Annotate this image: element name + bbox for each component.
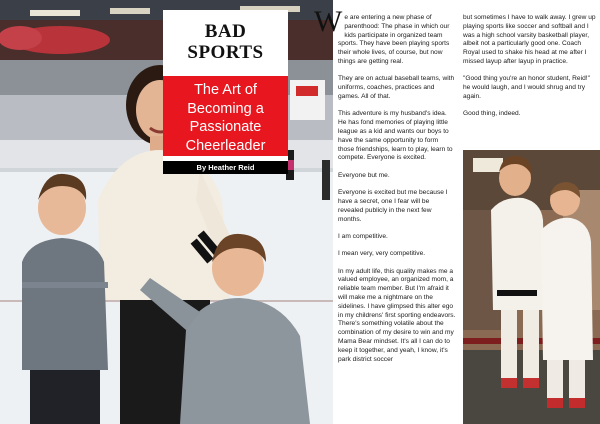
article-paragraph: Good thing, indeed.: [463, 110, 521, 118]
article-paragraph: In my adult life, this quality makes me a valued employee, an organized mom, a reliable team member. But I'm afraid it will make me a nightmare on the sidelines. I have glimpsed this alter ego in my childrens' first sporting endeavors. There's something volatile about the combination of my desire to win and my Mama Bear mindset. It's all I can do to keep it together, and yeah, I know, it's park district soccer: [338, 267, 456, 363]
taekwondo-photo-illustration: [463, 150, 600, 424]
subtitle-line-3: Passionate: [189, 119, 262, 135]
article-paragraph: Everyone but me.: [338, 171, 390, 179]
article-paragraph: I mean very, very competitive.: [338, 250, 426, 258]
article-paragraph: Everyone is excited but me because I have a secret, one I fear will be revealed publicly in the next few months.: [338, 189, 448, 223]
article-column-2: [463, 14, 598, 128]
subtitle-line-2: Becoming a: [187, 100, 264, 117]
title-heading: [163, 10, 288, 73]
taekwondo-boys-photo: [463, 150, 600, 424]
article-column-1: [314, 5, 456, 373]
article-paragraph: This adventure is my husband's idea. He has fond memories of playing little league as a kid and wants our boys to have the same opportunity to form those friendships, learn to play, learn to compete. Everyone is excited.: [338, 110, 453, 162]
subtitle-block: [163, 76, 288, 156]
title-line-1: BAD: [204, 21, 247, 42]
article-paragraph: [314, 5, 456, 67]
paragraph-text: e are entering a new phase of parenthood: The phase in which our kids participate in organized team sports. They have been playing sports their whole lives, of course, but now things are getting real.: [338, 14, 450, 65]
drop-cap: W: [314, 5, 343, 38]
article-paragraph: They are on actual baseball teams, with uniforms, coaches, practices and games. All of that.: [338, 75, 455, 100]
article-paragraph: but sometimes I have to walk away. I grew up playing sports like soccer and softball and I was a high school varsity basketball player, albeit not a particularly good one. Coach Royal used to shake his head at me after I missed layup after layup in practice.: [463, 14, 596, 65]
article-paragraph: "Good thing you're an honor student, Reid!" he would laugh, and I would shrug and try again.: [463, 75, 590, 100]
title-line-2: SPORTS: [187, 42, 264, 63]
title-box: [163, 10, 288, 174]
byline: By Heather Reid: [163, 161, 288, 174]
subtitle-line-4: Cheerleader: [185, 137, 266, 154]
subtitle-line-1: The Art of: [194, 82, 257, 98]
article-paragraph: I am competitive.: [338, 232, 388, 240]
